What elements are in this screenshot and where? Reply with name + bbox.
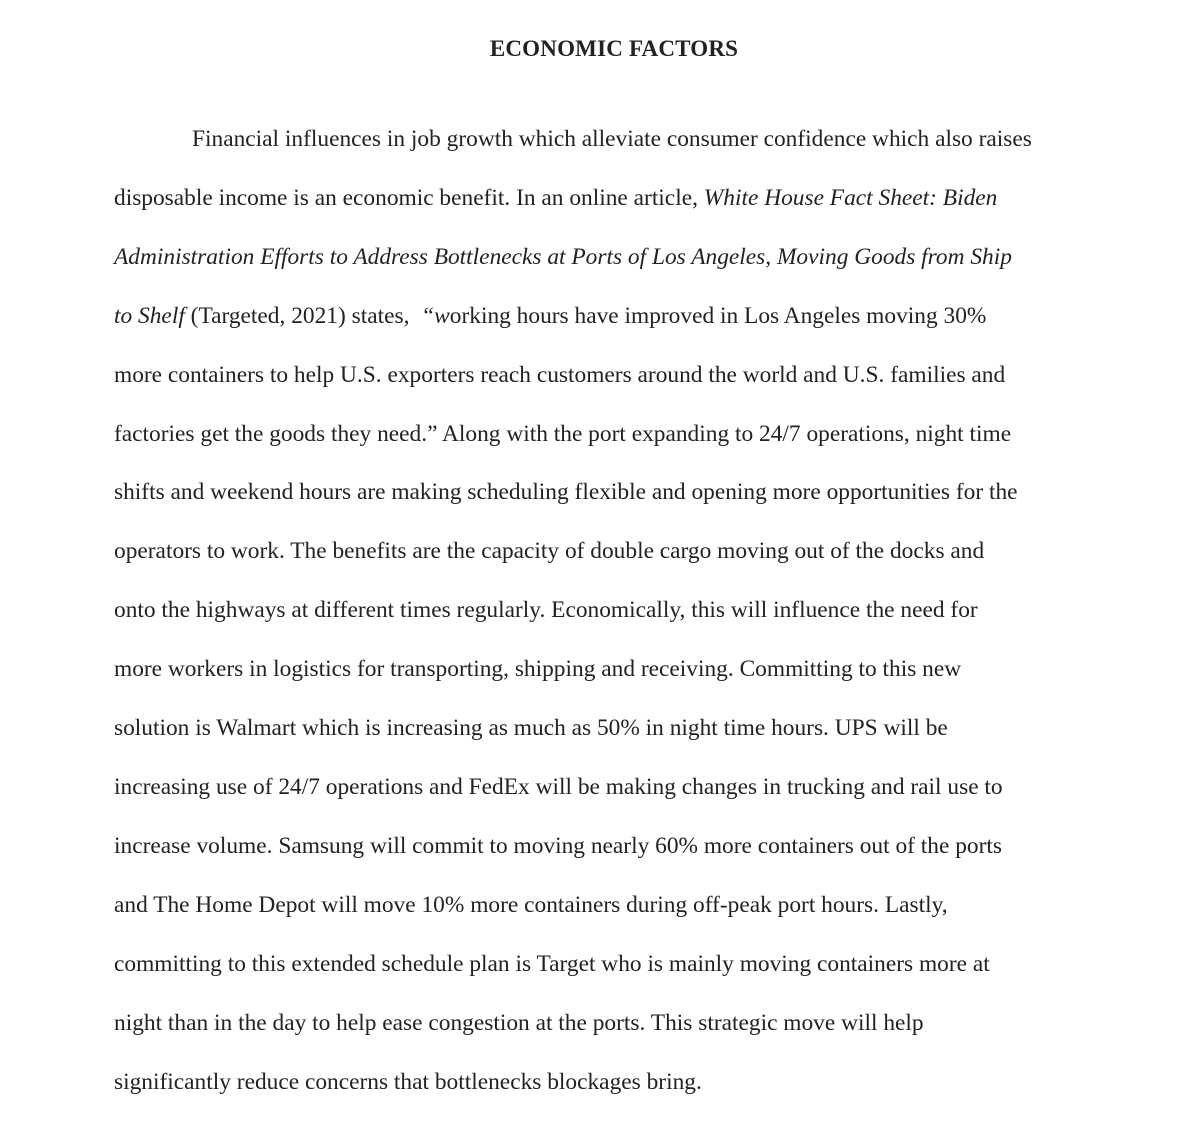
paragraph-line bbox=[114, 169, 1124, 228]
article-title-italic: Administration Efforts to Address Bottlenecks at Ports of Los Angeles, Moving Goods from Ship bbox=[114, 243, 1012, 270]
paragraph-line bbox=[114, 463, 1124, 522]
text-run: night than in the day to help ease congestion at the ports. This strategic move will help bbox=[114, 1009, 924, 1036]
text-run: Financial influences in job growth which alleviate consumer confidence which also raises bbox=[192, 126, 1032, 152]
text-run: solution is Walmart which is increasing as much as 50% in night time hours. UPS will be bbox=[114, 715, 948, 742]
section-heading: ECONOMIC FACTORS bbox=[489, 36, 739, 61]
text-run: increase volume. Samsung will commit to moving nearly 60% more containers out of the ports bbox=[114, 832, 1003, 859]
text-run: onto the highways at different times regularly. Economically, this will influence the need for bbox=[114, 597, 978, 624]
text-run: shifts and weekend hours are making scheduling flexible and opening more opportunities for the bbox=[114, 479, 1018, 506]
text-run: (Targeted, 2021) states, bbox=[184, 302, 422, 329]
paragraph-line bbox=[114, 110, 1124, 169]
paragraph-line bbox=[114, 935, 1124, 994]
paragraph-line bbox=[114, 346, 1124, 405]
paragraph-line bbox=[114, 640, 1124, 699]
text-run: orking hours have improved in Los Angeles moving 30% bbox=[449, 302, 987, 329]
text-run: disposable income is an economic benefit. In an online article, bbox=[114, 184, 704, 211]
paragraph-line bbox=[114, 699, 1124, 758]
quote-open-italic: “w bbox=[421, 302, 450, 329]
paragraph-line bbox=[114, 758, 1124, 817]
paragraph-line bbox=[114, 1053, 1124, 1112]
article-title-italic: to Shelf bbox=[114, 302, 185, 329]
article-title-italic: White House Fact Sheet: Biden bbox=[703, 184, 998, 211]
text-run: more workers in logistics for transporting, shipping and receiving. Committing to this new bbox=[114, 656, 962, 683]
text-run: factories get the goods they need.” Along with the port expanding to 24/7 operations, night time bbox=[114, 420, 1012, 447]
text-run: committing to this extended schedule plan is Target who is mainly moving containers more at bbox=[114, 950, 990, 977]
paragraph-line bbox=[114, 287, 1124, 346]
text-run: increasing use of 24/7 operations and FedEx will be making changes in trucking and rail use to bbox=[114, 773, 1003, 800]
text-run: more containers to help U.S. exporters reach customers around the world and U.S. families and bbox=[114, 361, 1006, 388]
paragraph-line bbox=[114, 228, 1124, 287]
paragraph-line bbox=[114, 817, 1124, 876]
body-paragraph bbox=[114, 110, 1124, 1111]
paragraph-line bbox=[114, 522, 1124, 581]
paragraph-line bbox=[114, 581, 1124, 640]
text-run: and The Home Depot will move 10% more containers during off-peak port hours. Lastly, bbox=[114, 891, 948, 918]
text-run: significantly reduce concerns that bottlenecks blockages bring. bbox=[114, 1068, 702, 1095]
paragraph-line bbox=[114, 405, 1124, 464]
text-run: operators to work. The benefits are the capacity of double cargo moving out of the docks and bbox=[114, 538, 985, 565]
paragraph-line bbox=[114, 994, 1124, 1053]
paragraph-line bbox=[114, 876, 1124, 935]
